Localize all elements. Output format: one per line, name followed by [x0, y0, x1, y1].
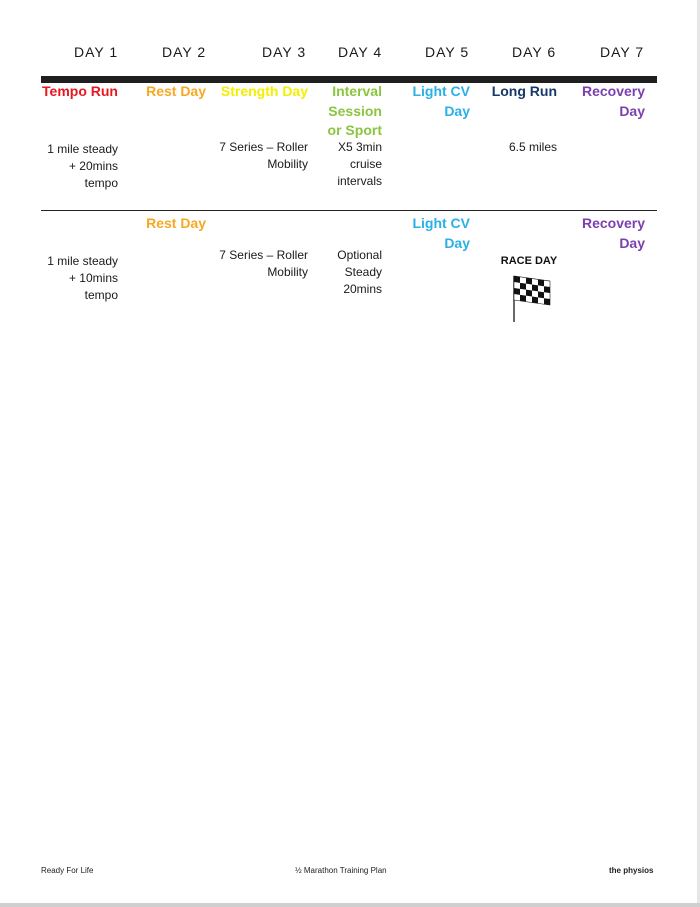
day-header-6: DAY 6 — [512, 44, 557, 60]
week2-day5-label-line1: Light CV — [412, 215, 470, 231]
week1-day3-detail — [200, 139, 308, 173]
week2-day1-detail — [20, 253, 118, 304]
week2-day7-label — [570, 214, 645, 253]
week1-day7-label — [570, 82, 645, 121]
week1-day6-detail — [480, 139, 557, 156]
week1-day6-label: Long Run — [491, 83, 557, 99]
week1-day4-label — [312, 82, 382, 141]
week1-day1-detail-line3: tempo — [84, 176, 118, 190]
footer-right: the physios — [609, 866, 654, 875]
week2-day1-detail-line2: + 10mins — [68, 271, 118, 285]
day-header-2: DAY 2 — [162, 44, 207, 60]
week1-day4-label-line2: Session — [328, 102, 382, 119]
week1-day4-detail-line2: cruise — [349, 157, 382, 171]
day-header-1: DAY 1 — [74, 44, 119, 60]
footer-left: Ready For Life — [41, 866, 94, 875]
race-day-label: RACE DAY — [500, 255, 558, 267]
week2-day7-label-line2: Day — [619, 234, 645, 251]
week1-day5-label-line2: Day — [444, 102, 470, 119]
week2-day4-detail-line2: Steady — [344, 265, 382, 279]
week2-day1-detail-line1: 1 mile steady — [47, 254, 118, 268]
week1-day5-label-line1: Light CV — [412, 83, 470, 99]
week1-day2-label: Rest Day — [146, 83, 206, 99]
week1-day4-detail-line3: intervals — [337, 174, 382, 188]
week2-day4-detail-line3: 20mins — [343, 282, 382, 296]
day-header-5: DAY 5 — [425, 44, 470, 60]
day-header-3: DAY 3 — [262, 44, 307, 60]
week2-day3-detail-line2: Mobility — [267, 265, 308, 279]
week1-day7-label-line1: Recovery — [581, 83, 645, 99]
week1-day1-detail-line2: + 20mins — [68, 159, 118, 173]
week1-day3-detail-line2: Mobility — [267, 157, 308, 171]
week1-day4-detail-line1: X5 3min — [337, 140, 382, 154]
week2-day1-detail-line3: tempo — [84, 288, 118, 302]
week1-day3-detail-line1: 7 Series – Roller — [219, 140, 308, 154]
week2-day3-detail — [200, 247, 308, 281]
week1-day6-detail-line1: 6.5 miles — [508, 140, 557, 154]
week1-day1-label: Tempo Run — [42, 83, 118, 99]
week1-day4-detail — [312, 139, 382, 190]
week2-day5-label-line2: Day — [444, 234, 470, 251]
week2-day3-detail-line1: 7 Series – Roller — [219, 248, 308, 262]
week2-day5-label — [400, 214, 470, 253]
checkered-flag-icon — [508, 272, 554, 324]
week1-day5-label — [400, 82, 470, 121]
week1-day4-label-line3: or Sport — [327, 122, 382, 138]
week2-day4-detail — [312, 247, 382, 298]
week2-day2-label: Rest Day — [146, 215, 206, 231]
week1-day4-label-line1: Interval — [332, 83, 382, 99]
week2-day7-label-line1: Recovery — [581, 215, 645, 231]
footer-center: ½ Marathon Training Plan — [295, 866, 387, 875]
day-header-4: DAY 4 — [338, 44, 383, 60]
week1-day3-label: Strength Day — [220, 83, 308, 99]
week2-day4-detail-line1: Optional — [337, 248, 382, 262]
week1-day1-detail — [20, 141, 118, 192]
week1-day7-label-line2: Day — [619, 102, 645, 119]
week1-day1-detail-line1: 1 mile steady — [47, 142, 118, 156]
page-bottom-edge — [0, 903, 700, 907]
day-header-7: DAY 7 — [600, 44, 645, 60]
week-divider — [41, 210, 657, 211]
